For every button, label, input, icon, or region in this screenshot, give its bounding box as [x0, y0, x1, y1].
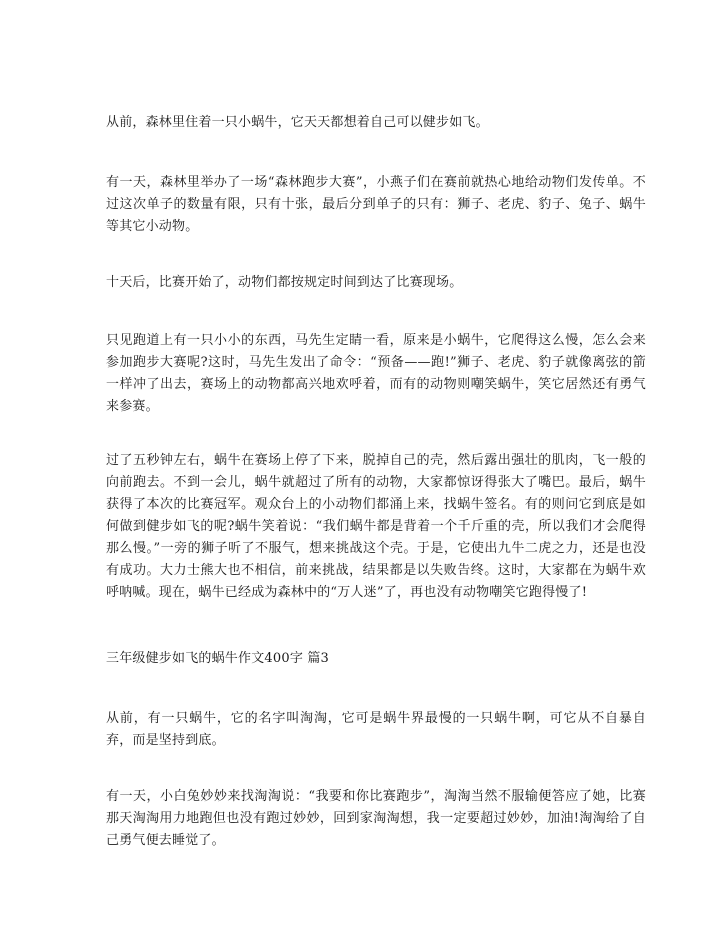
paragraph-2: 有一天，森林里举办了一场“森林跑步大赛”，小燕子们在赛前就热心地给动物们发传单。不过这次单子的数量有限，只有十张，最后分到单子的只有：狮子、老虎、豹子、兔子、蜗牛等其它小动物。 — [106, 175, 646, 234]
paragraph-1: 从前，森林里住着一只小蜗牛，它天天都想着自己可以健步如飞。 — [106, 115, 489, 130]
paragraph-7: 有一天，小白兔妙妙来找淘淘说：“我要和你比赛跑步”，淘淘当然不服输便答应了她，比赛那天淘淘用力地跑但也没有跑过妙妙，回到家淘淘想，我一定要超过妙妙，加油!淘淘给了自己勇气便去睡觉了。 — [106, 789, 646, 848]
paragraph-5: 过了五秒钟左右，蜗牛在赛场上停了下来，脱掉自己的壳，然后露出强壮的肌肉，飞一般的向前跑去。不到一会儿，蜗牛就超过了所有的动物，大家都惊讶得张大了嘴巴。最后，蜗牛获得了本次的比赛冠军。观众台上的小动物们都涌上来，找蜗牛签名。有的则问它到底是如何做到健步如飞的呢?蜗牛笑着说：“我们蜗牛都是背着一个千斤重的壳，所以我们才会爬得那么慢。”一旁的狮子听了不服气，想来挑战这个壳。于是，它使出九牛二虎之力，还是也没有成功。大力士熊大也不相信，前来挑战，结果都是以失败告终。这时，大家都在为蜗牛欢呼呐喊。现在，蜗牛已经成为森林中的“万人迷”了，再也没有动物嘲笑它跑得慢了! — [106, 453, 646, 600]
paragraph-4: 只见跑道上有一只小小的东西，马先生定睛一看，原来是小蜗牛，它爬得这么慢，怎么会来参加跑步大赛呢?这时，马先生发出了命令：“预备——跑!”狮子、老虎、豹子就像离弦的箭一样冲了出去，赛场上的动物都高兴地欢呼着，而有的动物则嘲笑蜗牛，笑它居然还有勇气来参赛。 — [106, 333, 646, 414]
paragraph-3: 十天后，比赛开始了，动物们都按规定时间到达了比赛现场。 — [106, 275, 463, 290]
paragraph-6: 从前，有一只蜗牛，它的名字叫淘淘，它可是蜗牛界最慢的一只蜗牛啊，可它从不自暴自弃，而是坚持到底。 — [106, 711, 646, 748]
section-heading: 三年级健步如飞的蜗牛作文400字 篇3 — [106, 651, 330, 666]
